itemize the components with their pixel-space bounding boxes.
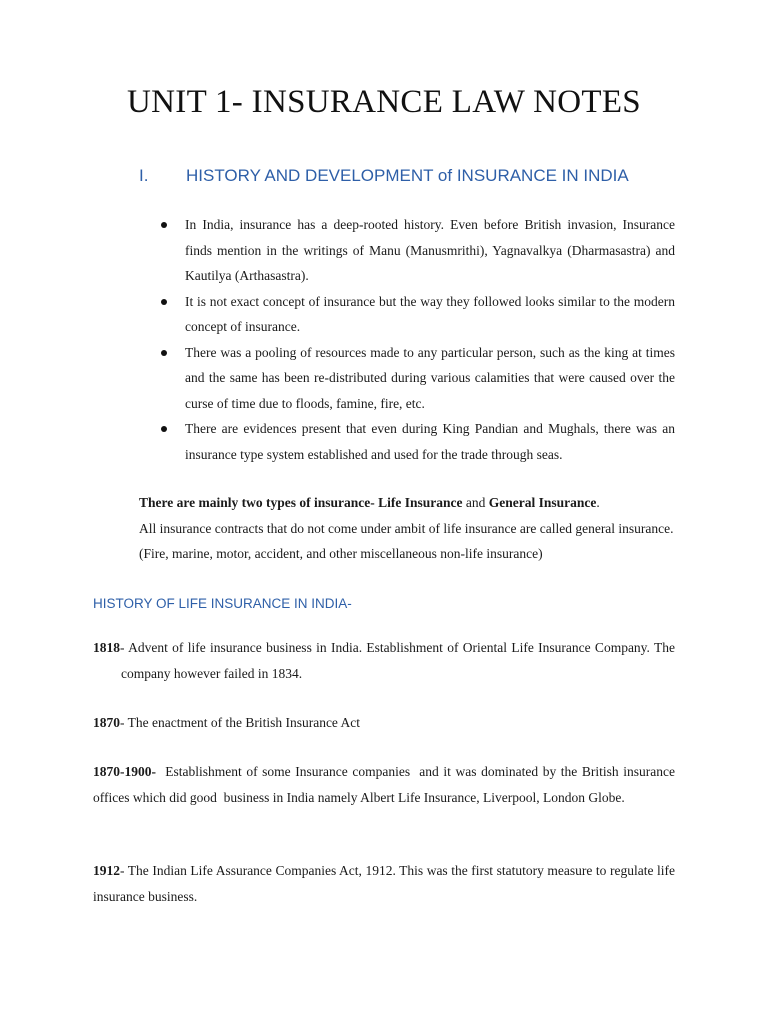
timeline-entry: 1870-1900- Establishment of some Insurance companies and it was dominated by the British insurance offices which did good business in India namely Albert Life Insurance, Liverpool, London Globe. (93, 764, 679, 805)
timeline-entry: 1870- The enactment of the British Insurance Act (93, 715, 361, 730)
section-heading (139, 166, 629, 186)
insurance-types-paragraph: There are mainly two types of insurance- Life Insurance and General Insurance. All insurance contracts that do not come under ambit of life insurance are called general insurance. (Fire, marine, motor, accident, and other miscellaneous non-life insurance) (139, 495, 674, 561)
section-number: I. (139, 166, 149, 185)
page-title: UNIT 1- INSURANCE LAW NOTES (127, 84, 641, 120)
bullet-icon (161, 426, 167, 432)
list-item: It is not exact concept of insurance but the way they followed looks similar to the modern concept of insurance. (161, 289, 675, 340)
life-insurance-history-heading: HISTORY OF LIFE INSURANCE IN INDIA- (93, 596, 352, 611)
list-item: There are evidences present that even during King Pandian and Mughals, there was an insurance type system established and used for the trade through seas. (161, 416, 675, 467)
timeline-year: 1912 (93, 863, 120, 878)
timeline-year: 1870 (93, 715, 120, 730)
history-bullet-list (161, 212, 675, 467)
bullet-icon (161, 299, 167, 305)
list-item: There was a pooling of resources made to any particular person, such as the king at times and the same has been re-distributed during various calamities that were caused over the curse of time due to floods, famine, fire, etc. (161, 340, 675, 417)
types-body: All insurance contracts that do not come under ambit of life insurance are called general insurance. (Fire, marine, motor, accident, and other miscellaneous non-life insurance) (139, 520, 674, 561)
timeline-entry: 1818- Advent of life insurance business in India. Establishment of Oriental Life Insurance Company. The company however failed in 1834. (93, 640, 675, 681)
bullet-icon (161, 222, 167, 228)
section-heading-text: HISTORY AND DEVELOPMENT of INSURANCE IN INDIA (186, 166, 629, 185)
timeline-year: 1818 (93, 640, 120, 655)
general-insurance-term: General Insurance (488, 495, 597, 510)
timeline-entry: 1912- The Indian Life Assurance Companies Act, 1912. This was the first statutory measure to regulate life insurance business. (93, 863, 675, 904)
list-item: In India, insurance has a deep-rooted history. Even before British invasion, Insurance finds mention in the writings of Manu (Manusmrithi), Yagnavalkya (Dharmasastra) and Kautilya (Arthasastra). (161, 212, 675, 289)
bullet-icon (161, 350, 167, 356)
types-lead: There are mainly two types of insurance- Life Insurance (139, 495, 463, 510)
timeline-year: 1870-1900- (93, 764, 156, 779)
